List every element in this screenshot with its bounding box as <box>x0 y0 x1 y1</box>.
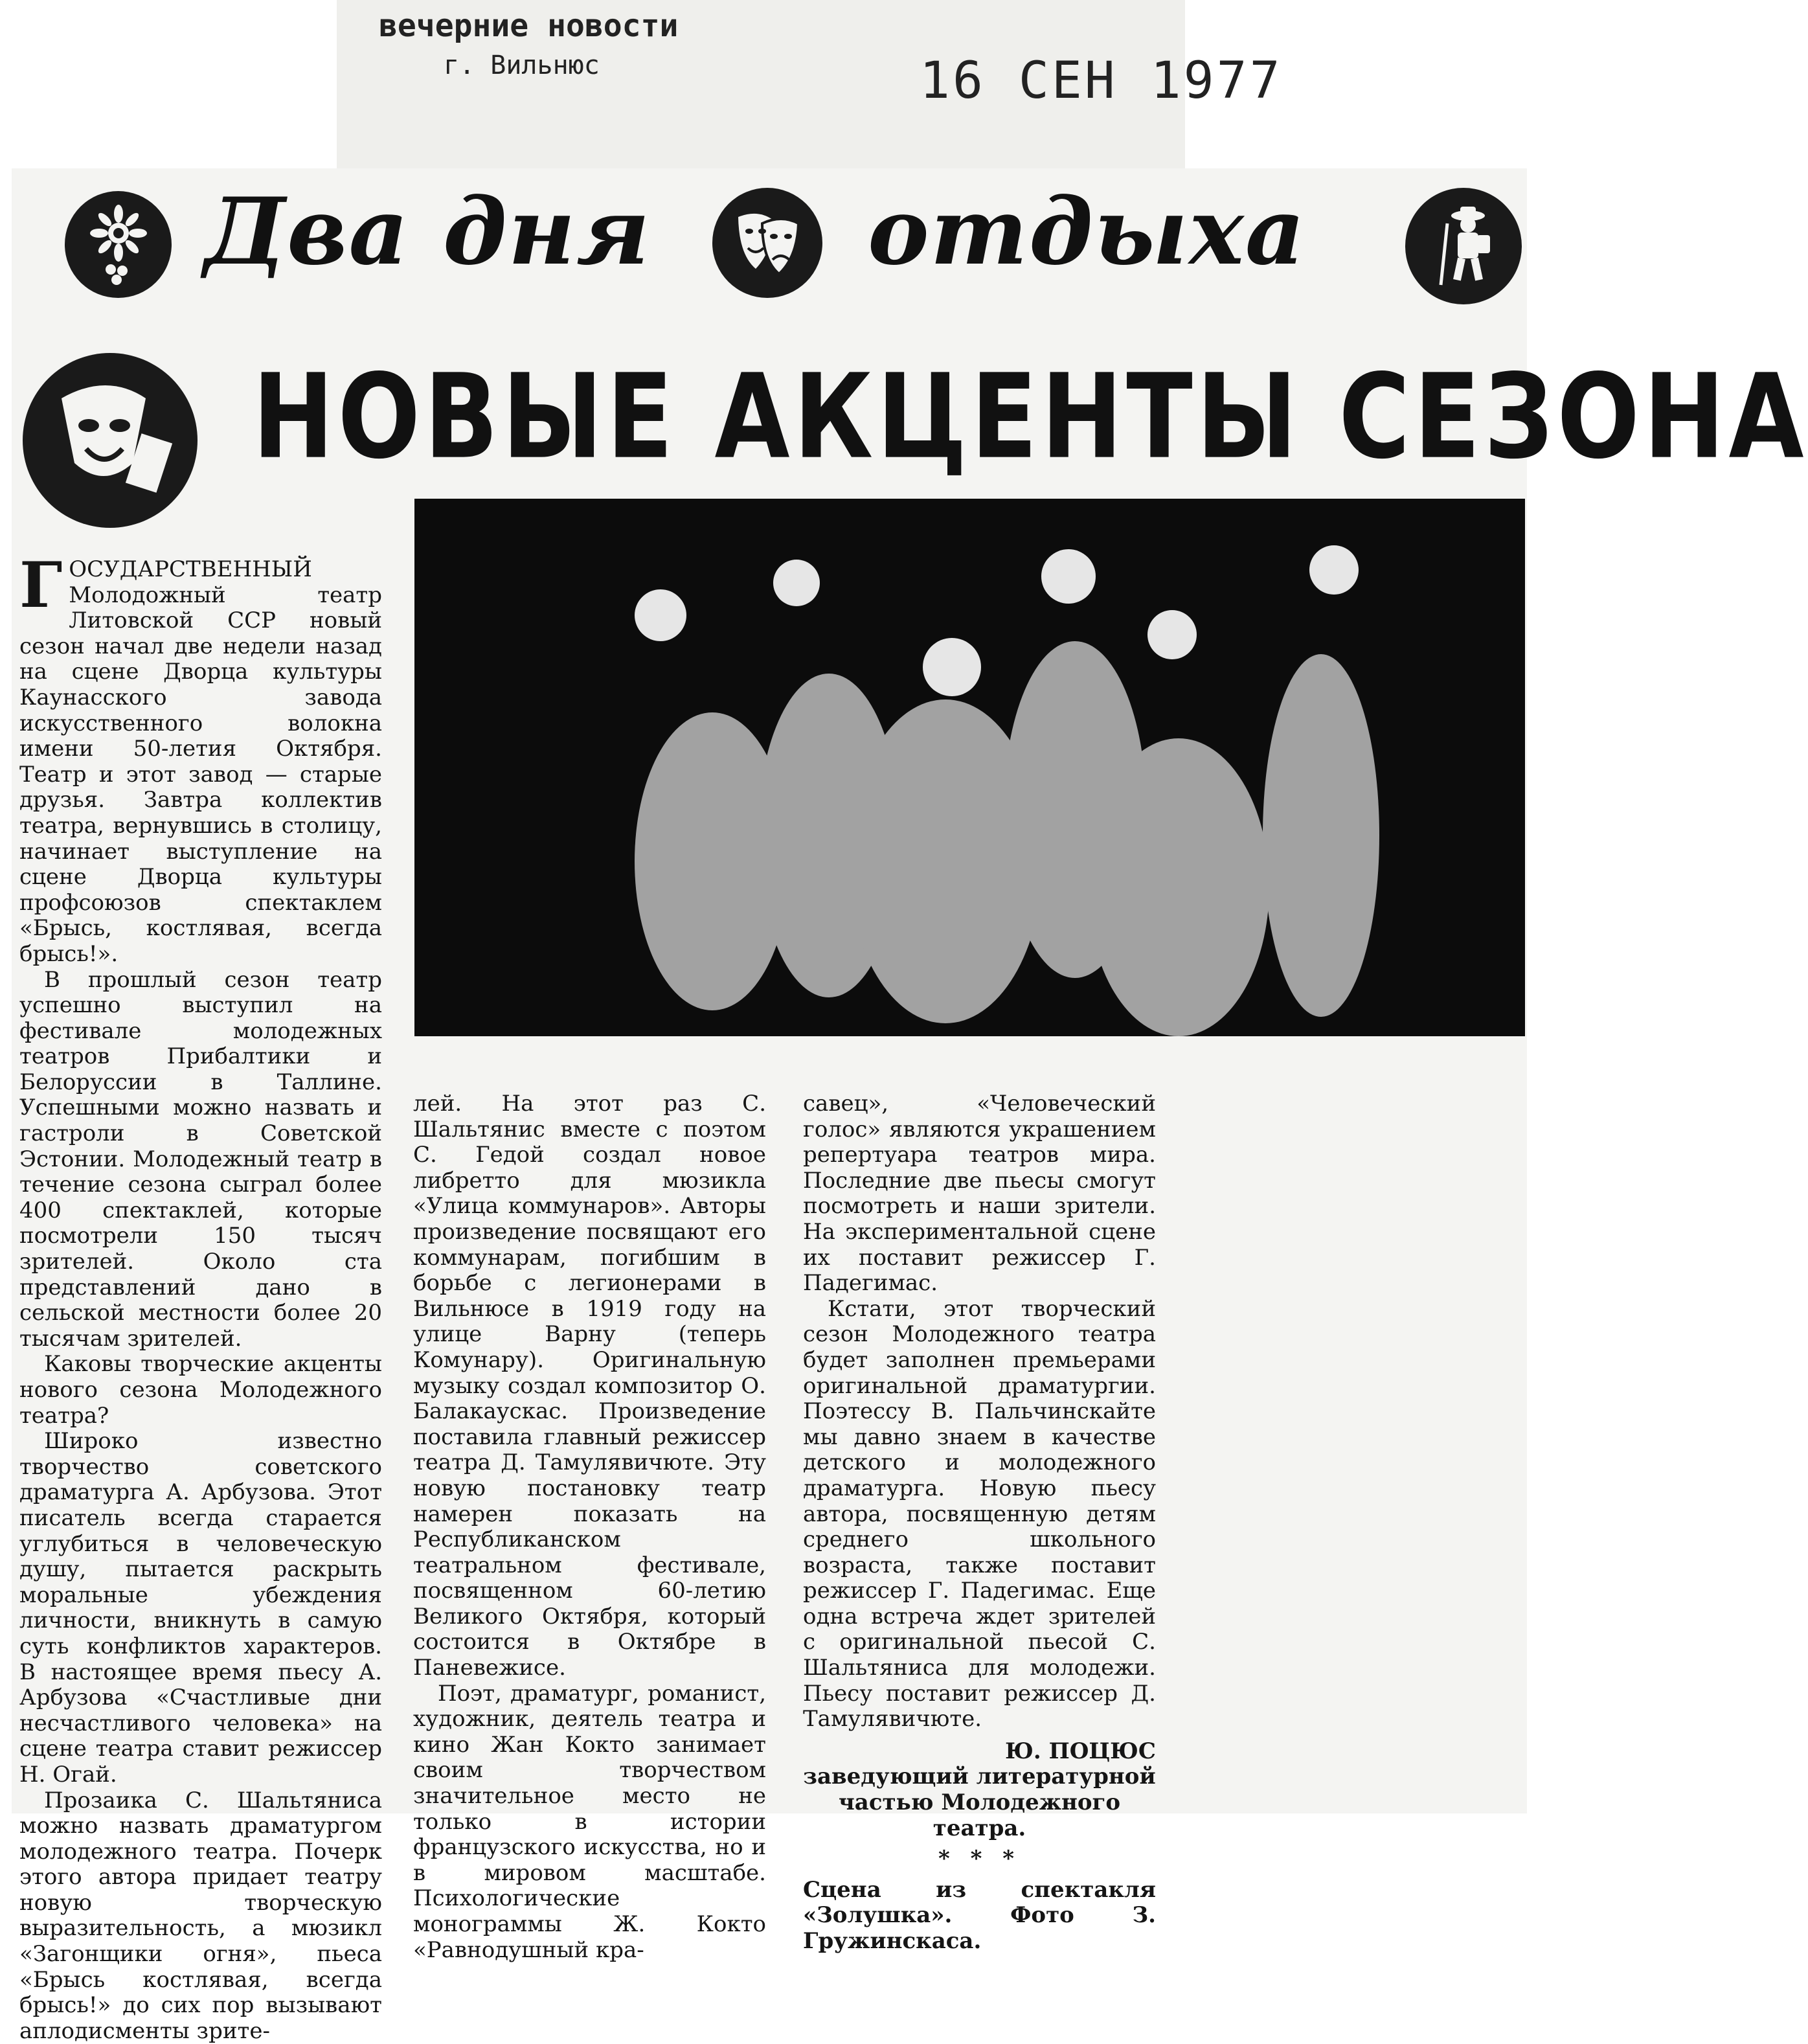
theatre-masks-icon <box>712 188 822 298</box>
article-paragraph: ГОСУДАРСТВЕННЫЙ Молодожный театр Литовской ССР новый сезон начал две недели назад на сцене Дворца культуры Каунасского завода искусственного волокна имени 50-летия Октября. Театр и этот завод — старые друзья. Завтра коллектив театра, вернувшись в столицу, начинает выступление на сцене Дворца культуры профсоюзов спектаклем «Брысь, костлявая, всегда брысь!». <box>19 557 382 968</box>
article-paragraph: В прошлый сезон театр успешно выступил на фестивале молодежных театров Прибалтики и Белоруссии в Таллине. Успешными можно назвать и гастроли в Советской Эстонии. Молодежный театр в течение сезона сыграл более 400 спектаклей, которые посмотрели 150 тысяч зрителей. Около ста представлений дано в сельской местности более 20 тысячам зрителей. <box>19 968 382 1352</box>
theatre-mask-emblem-icon <box>23 353 198 528</box>
date-stamp: 16 СЕН 1977 <box>920 52 1283 110</box>
rubric-title-part-1: Два дня <box>204 178 651 286</box>
city-stamp: г. Вильнюс <box>444 51 600 80</box>
photo-caption: Сцена из спектакля «Золушка». Фото З. Гружинскаса. <box>803 1878 1156 1955</box>
article-paragraph: Кстати, этот творческий сезон Молодежного театра будет заполнен премьерами оригинальной драматургии. Поэтессу В. Пальчинскайте мы давно знаем в качестве детского и молодежного драматурга. Новую пьесу автора, посвященную детям среднего школьного возраста, также поставит режиссер Г. Падегимас. Еще одна встреча ждет зрителей с оригинальной пьесой С. Шальтяниса для молодежи. Пьесу поставит режиссер Д. Тамулявичюте. <box>803 1297 1156 1732</box>
article-paragraph: Поэт, драматург, романист, художник, деятель театра и кино Жан Кокто занимает своим творчеством значительное место не только в истории французского искусства, но и в мировом масштабе. Психологические монограммы Ж. Кокто «Равнодушный кра- <box>413 1681 766 1964</box>
article-paragraph: савец», «Человеческий голос» являются украшением репертуара театров мира. Последние две пьесы смогут посмотреть и наши зрители. На экспериментальной сцене их поставит режиссер Г. Падегимас. <box>803 1091 1156 1297</box>
author-name: Ю. ПОЦЮС <box>803 1739 1156 1765</box>
article-column-3 <box>803 1091 1156 1955</box>
article-paragraph: лей. На этот раз С. Шальтянис вместе с поэтом С. Гедой создал новое либретто для мюзикла «Улица коммунаров». Авторы произведение посвящают его коммунарам, погибшим в борьбе с легионерами в Вильнюсе в 1919 году на улице Варну (теперь Комунару). Оригинальную музыку создал композитор О. Балакаускас. Произведение поставила главный режиссер театра Д. Тамулявичюте. Эту новую постановку театр намерен показать на Республиканском театральном фестивале, посвященном 60-летию Великого Октября, который состоится в Октябре в Паневежисе. <box>413 1091 766 1681</box>
headline: НОВЫЕ АКЦЕНТЫ СЕЗОНА <box>253 350 1470 485</box>
author-role: заведующий литературной частью Молодежного театра. <box>803 1764 1156 1841</box>
newspaper-stamp: вечерние новости <box>379 8 678 44</box>
flower-icon <box>65 191 172 298</box>
rubric-title-part-2: отдыха <box>868 178 1306 286</box>
stage-photo <box>414 499 1525 1036</box>
article-paragraph: Прозаика С. Шальтяниса можно назвать драматургом молодежного театра. Почерк этого автора придает театру новую творческую выразительность, а мюзикл «Загонщики огня», пьеса «Брысь костлявая, всегда брысь!» до сих пор вызывают аплодисменты зрите- <box>19 1788 382 2044</box>
article-column-2 <box>413 1091 766 1963</box>
article-paragraph: Широко известно творчество советского драматурга А. Арбузова. Этот писатель всегда старается углубиться в человеческую душу, пытается раскрыть моральные убеждения личности, вникнуть в самую суть конфликтов характеров. В настоящее время пьесу А. Арбузова «Счастливые дни несчастливого человека» на сцене театра ставит режиссер Н. Огай. <box>19 1429 382 1788</box>
article-paragraph: Каковы творческие акценты нового сезона Молодежного театра? <box>19 1352 382 1429</box>
article-column-1 <box>19 557 382 2044</box>
separator: * * * <box>803 1846 1156 1872</box>
rubric-banner <box>39 172 1515 311</box>
drop-cap: Г <box>19 560 62 611</box>
hiker-icon <box>1405 188 1522 304</box>
